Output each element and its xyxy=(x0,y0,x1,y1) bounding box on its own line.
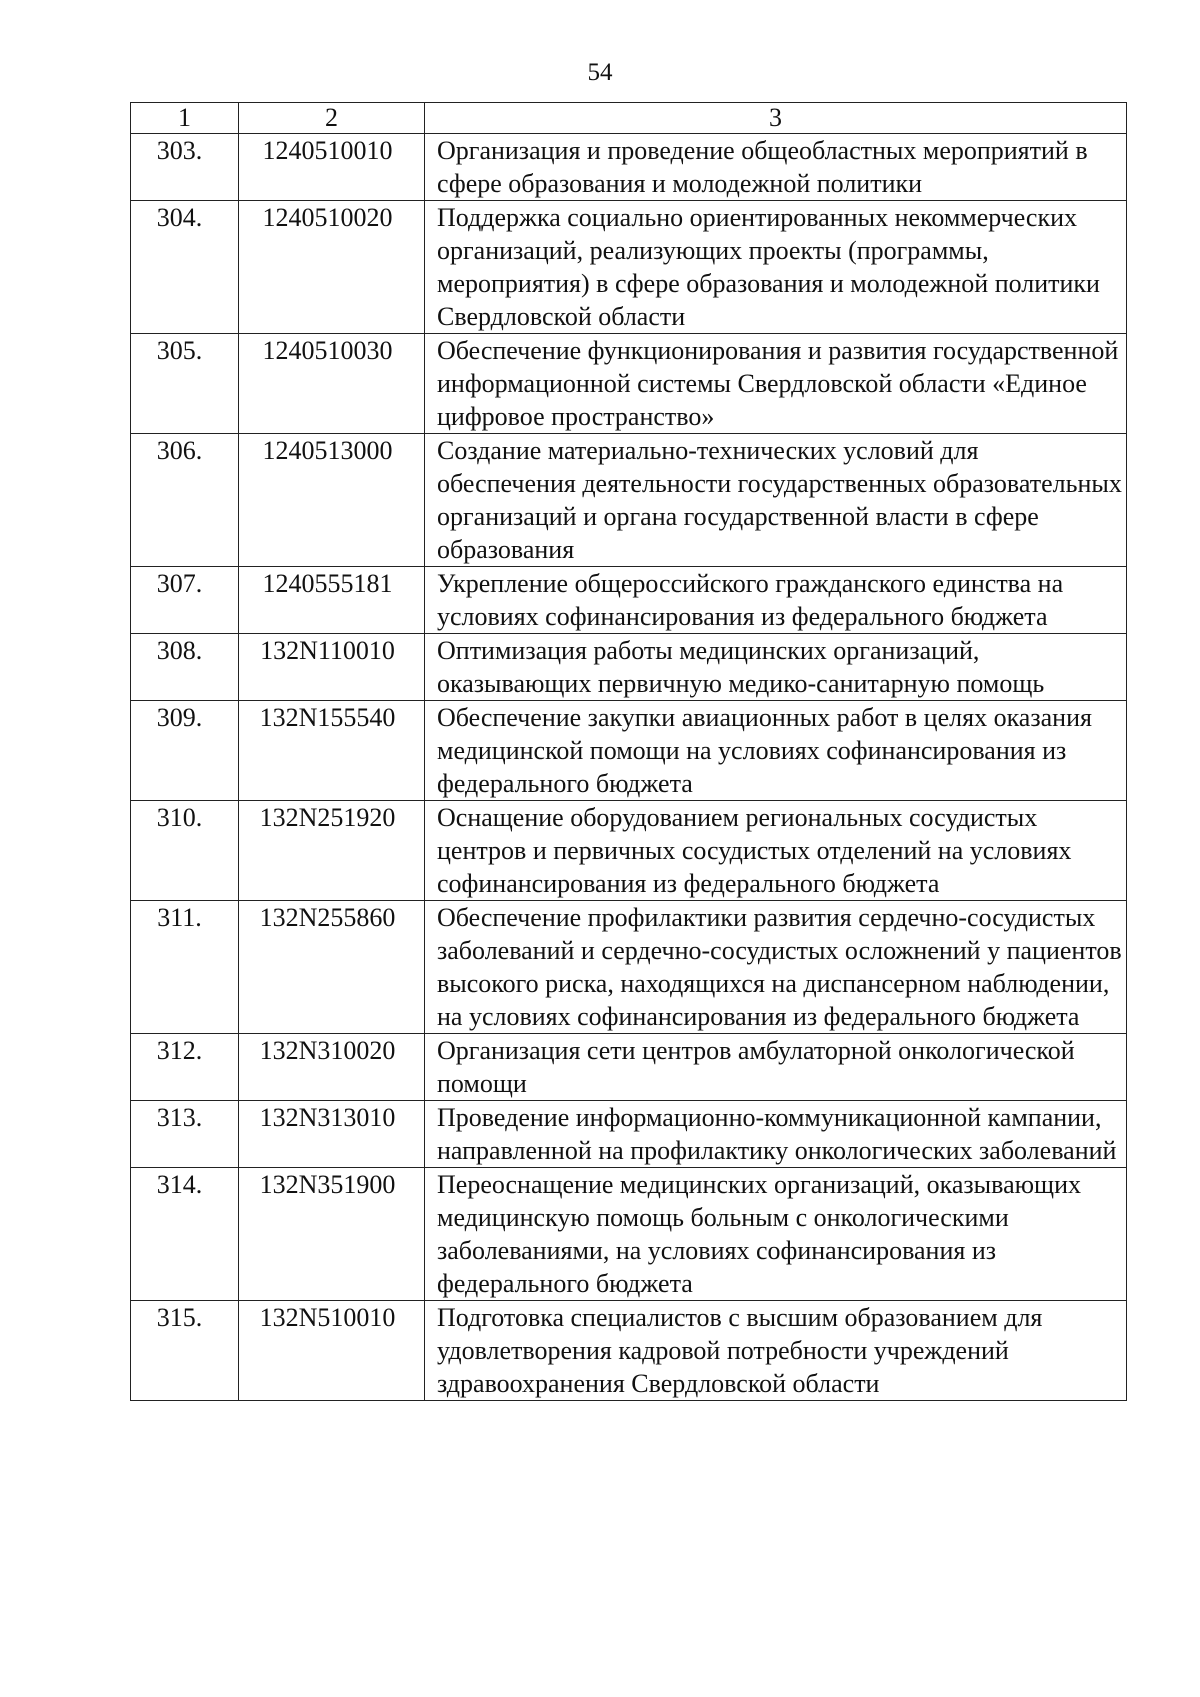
header-col-1: 1 xyxy=(131,103,239,134)
row-number: 309. xyxy=(131,701,239,801)
table-row xyxy=(131,334,1127,434)
page-number: 54 xyxy=(587,59,613,86)
table-row xyxy=(131,434,1127,567)
row-description: Укрепление общероссийского гражданского единства на условиях софинансирования из федерального бюджета xyxy=(425,567,1127,634)
row-code: 1240555181 xyxy=(239,567,425,634)
row-description: Подготовка специалистов с высшим образованием для удовлетворения кадровой потребности учреждений здравоохранения Свердловской области xyxy=(425,1301,1127,1401)
row-number: 303. xyxy=(131,134,239,201)
row-number: 308. xyxy=(131,634,239,701)
table-row xyxy=(131,1301,1127,1401)
row-number: 314. xyxy=(131,1168,239,1301)
header-col-3: 3 xyxy=(425,103,1127,134)
table-row xyxy=(131,1168,1127,1301)
row-code: 132N155540 xyxy=(239,701,425,801)
row-number: 315. xyxy=(131,1301,239,1401)
row-number: 310. xyxy=(131,801,239,901)
row-description: Создание материально-технических условий для обеспечения деятельности государственных образовательных организаций и органа государственной власти в сфере образования xyxy=(425,434,1127,567)
budget-codes-table xyxy=(130,102,1127,1401)
row-number: 304. xyxy=(131,201,239,334)
table-row xyxy=(131,1101,1127,1168)
row-code: 132N310020 xyxy=(239,1034,425,1101)
row-description: Оснащение оборудованием региональных сосудистых центров и первичных сосудистых отделений на условиях софинансирования из федерального бюджета xyxy=(425,801,1127,901)
table-row xyxy=(131,201,1127,334)
row-description: Обеспечение функционирования и развития государственной информационной системы Свердловской области «Единое цифровое пространство» xyxy=(425,334,1127,434)
table-row xyxy=(131,701,1127,801)
row-number: 311. xyxy=(131,901,239,1034)
row-number: 313. xyxy=(131,1101,239,1168)
row-description: Обеспечение профилактики развития сердечно-сосудистых заболеваний и сердечно-сосудистых осложнений у пациентов высокого риска, находящихся на диспансерном наблюдении, на условиях софинансирования из федерального бюджета xyxy=(425,901,1127,1034)
row-code: 132N255860 xyxy=(239,901,425,1034)
row-code: 132N110010 xyxy=(239,634,425,701)
row-description: Организация и проведение общеобластных мероприятий в сфере образования и молодежной политики xyxy=(425,134,1127,201)
row-description: Проведение информационно-коммуникационной кампании, направленной на профилактику онкологических заболеваний xyxy=(425,1101,1127,1168)
table-row xyxy=(131,801,1127,901)
row-number: 305. xyxy=(131,334,239,434)
row-code: 1240513000 xyxy=(239,434,425,567)
row-code: 132N510010 xyxy=(239,1301,425,1401)
table-row xyxy=(131,901,1127,1034)
row-number: 312. xyxy=(131,1034,239,1101)
table-row xyxy=(131,567,1127,634)
row-number: 307. xyxy=(131,567,239,634)
row-code: 1240510030 xyxy=(239,334,425,434)
table-header-row xyxy=(131,103,1127,134)
row-code: 132N351900 xyxy=(239,1168,425,1301)
row-description: Организация сети центров амбулаторной онкологической помощи xyxy=(425,1034,1127,1101)
table-row xyxy=(131,1034,1127,1101)
row-code: 132N251920 xyxy=(239,801,425,901)
row-description: Переоснащение медицинских организаций, оказывающих медицинскую помощь больным с онкологическими заболеваниями, на условиях софинансирования из федерального бюджета xyxy=(425,1168,1127,1301)
header-col-2: 2 xyxy=(239,103,425,134)
row-number: 306. xyxy=(131,434,239,567)
row-description: Оптимизация работы медицинских организаций, оказывающих первичную медико-санитарную помощь xyxy=(425,634,1127,701)
row-description: Поддержка социально ориентированных некоммерческих организаций, реализующих проекты (программы, мероприятия) в сфере образования и молодежной политики Свердловской области xyxy=(425,201,1127,334)
row-code: 132N313010 xyxy=(239,1101,425,1168)
row-code: 1240510010 xyxy=(239,134,425,201)
row-description: Обеспечение закупки авиационных работ в целях оказания медицинской помощи на условиях софинансирования из федерального бюджета xyxy=(425,701,1127,801)
table-row xyxy=(131,634,1127,701)
row-code: 1240510020 xyxy=(239,201,425,334)
table-row xyxy=(131,134,1127,201)
